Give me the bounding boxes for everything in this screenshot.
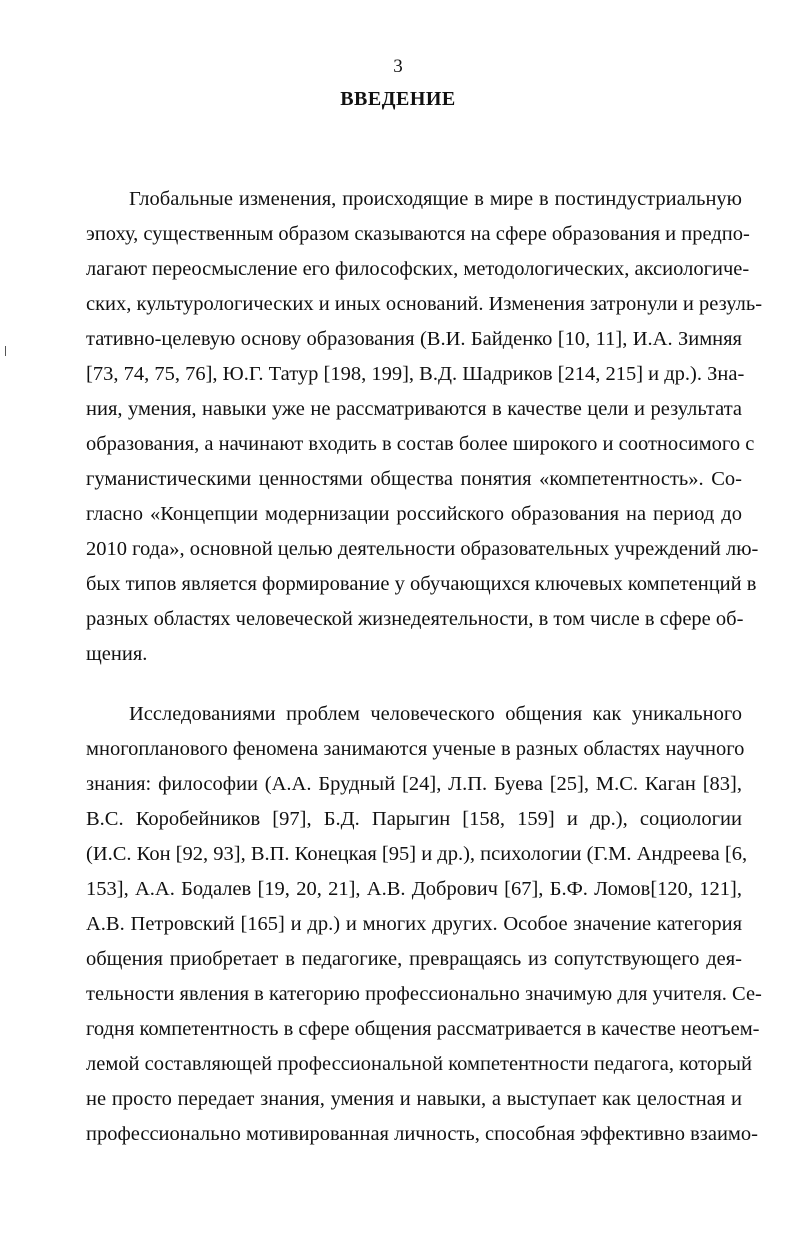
text-line: общения приобретает в педагогике, превращаясь из сопутствующего дея- [86, 948, 742, 970]
text-line: эпоху, существенным образом сказываются на сфере образования и предпо- [86, 223, 750, 245]
text-line: лемой составляющей профессиональной компетентности педагога, который [86, 1053, 752, 1075]
text-line: (И.С. Кон [92, 93], В.П. Конецкая [95] и др.), психологии (Г.М. Андреева [6, [86, 843, 748, 865]
text-line: бых типов является формирование у обучающихся ключевых компетенций в [86, 573, 757, 595]
text-line: ских, культурологических и иных оснований. Изменения затронули и резуль- [86, 293, 763, 315]
text-line: В.С. Коробейников [97], Б.Д. Парыгин [158, 159] и др.), социологии [86, 808, 742, 830]
text-line: знания: философии (А.А. Брудный [24], Л.П. Буева [25], М.С. Каган [83], [86, 773, 742, 795]
text-line: тативно-целевую основу образования (В.И. Байденко [10, 11], И.А. Зимняя [86, 328, 742, 350]
text-line: лагают переосмысление его философских, методологических, аксиологиче- [86, 258, 750, 280]
text-line: А.В. Петровский [165] и др.) и многих других. Особое значение категория [86, 913, 742, 935]
text-line: профессионально мотивированная личность, способная эффективно взаимо- [86, 1123, 758, 1145]
text-line: гуманистическими ценностями общества понятия «компетентность». Со- [86, 468, 742, 490]
text-line: 153], А.А. Бодалев [19, 20, 21], А.В. Добрович [67], Б.Ф. Ломов[120, 121], [86, 878, 742, 900]
text-line: [73, 74, 75, 76], Ю.Г. Татур [198, 199], В.Д. Шадриков [214, 215] и др.). Зна- [86, 363, 745, 385]
text-line: Исследованиями проблем человеческого общения как уникального [129, 703, 742, 725]
text-line: образования, а начинают входить в состав более широкого и соотносимого с [86, 433, 755, 455]
text-line: ния, умения, навыки уже не рассматриваются в качестве цели и результата [86, 398, 742, 420]
text-line: не просто передает знания, умения и навыки, а выступает как целостная и [86, 1088, 742, 1110]
text-line: 2010 года», основной целью деятельности образовательных учреждений лю- [86, 538, 759, 560]
text-line: гласно «Концепции модернизации российского образования на период до [86, 503, 742, 525]
page-number: 3 [393, 56, 403, 77]
text-line: многопланового феномена занимаются ученые в разных областях научного [86, 738, 745, 760]
margin-mark [5, 346, 6, 356]
text-line: тельности явления в категорию профессионально значимую для учителя. Се- [86, 983, 762, 1005]
text-line: разных областях человеческой жизнедеятельности, в том числе в сфере об- [86, 608, 744, 630]
text-line: годня компетентность в сфере общения рассматривается в качестве неотъем- [86, 1018, 760, 1040]
text-line: щения. [86, 643, 148, 665]
page-title: ВВЕДЕНИЕ [340, 88, 456, 110]
text-line: Глобальные изменения, происходящие в мире в постиндустриальную [129, 188, 742, 210]
